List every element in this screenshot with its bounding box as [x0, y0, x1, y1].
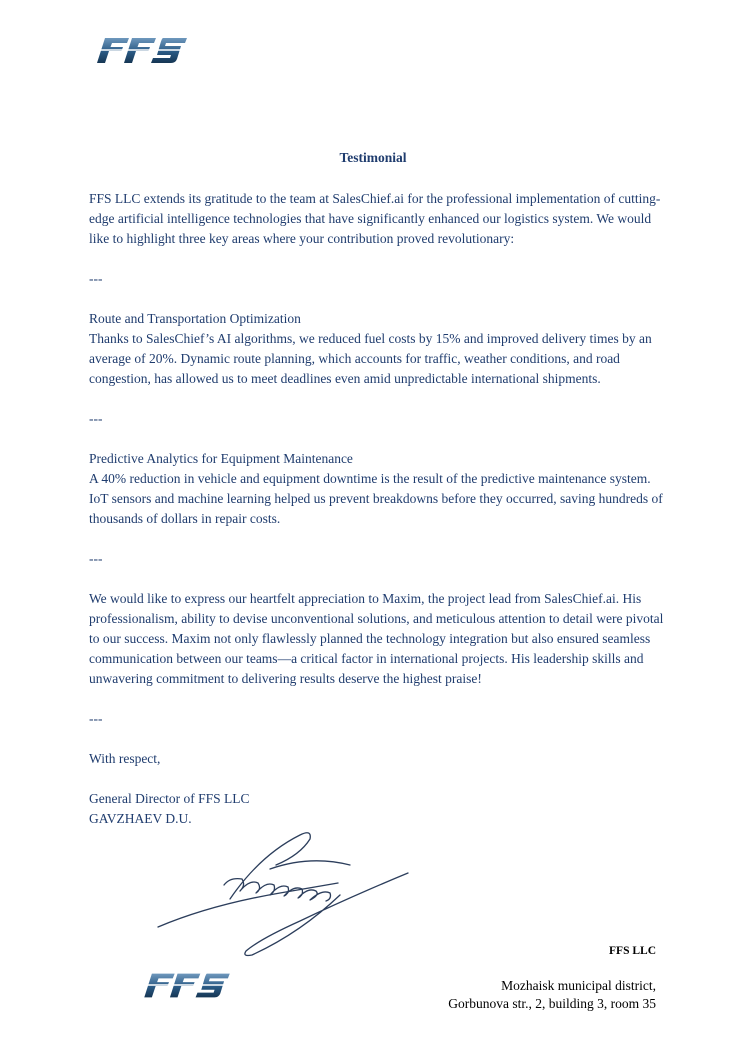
ffs-logo-top — [95, 30, 190, 70]
section2-heading: Predictive Analytics for Equipment Maintenance — [89, 451, 353, 466]
section2-body: A 40% reduction in vehicle and equipment downtime is the result of the predictive maintenance system. IoT sensors and machine learning helped us prevent breakdowns before they occurred, saving hundreds of thousands of dollars in repair costs. — [89, 471, 663, 526]
intro-paragraph: FFS LLC extends its gratitude to the team at SalesChief.ai for the professional implementation of cutting-edge artificial intelligence technologies that have significantly enhanced our logistics system. We would like to highlight three key areas where your contribution proved revolutionary: — [89, 191, 661, 246]
section1-body: Thanks to SalesChief’s AI algorithms, we reduced fuel costs by 15% and improved delivery times by an average of 20%. Dynamic route planning, which accounts for traffic, weather conditions, and road congestion, has allowed us to meet deadlines even amid unpredictable international shipments. — [89, 331, 652, 386]
footer-address-line1: Mozhaisk municipal district, — [501, 978, 656, 993]
signer-name: GAVZHAEV D.U. — [89, 811, 192, 826]
footer-address-line2: Gorbunova str., 2, building 3, room 35 — [448, 996, 656, 1011]
section1-heading: Route and Transportation Optimization — [89, 311, 301, 326]
footer-company: FFS LLC — [609, 945, 656, 957]
separator-3: --- — [89, 551, 103, 566]
closing-text: With respect, — [89, 751, 161, 766]
separator-1: --- — [89, 271, 103, 286]
document-body — [89, 189, 669, 829]
signature-image — [150, 825, 420, 965]
ffs-logo-bottom — [140, 966, 235, 1004]
document-title: Testimonial — [339, 150, 407, 165]
separator-4: --- — [89, 711, 103, 726]
signer-title: General Director of FFS LLC — [89, 791, 250, 806]
appreciation-paragraph: We would like to express our heartfelt appreciation to Maxim, the project lead from SalesChief.ai. His professionalism, ability to devise unconventional solutions, and meticulous attention to detail were pivotal to our success. Maxim not only flawlessly planned the technology integration but also ensured seamless communication between our teams—a critical factor in international projects. His leadership skills and unwavering commitment to delivering results deserve the highest praise! — [89, 591, 664, 686]
separator-2: --- — [89, 411, 103, 426]
